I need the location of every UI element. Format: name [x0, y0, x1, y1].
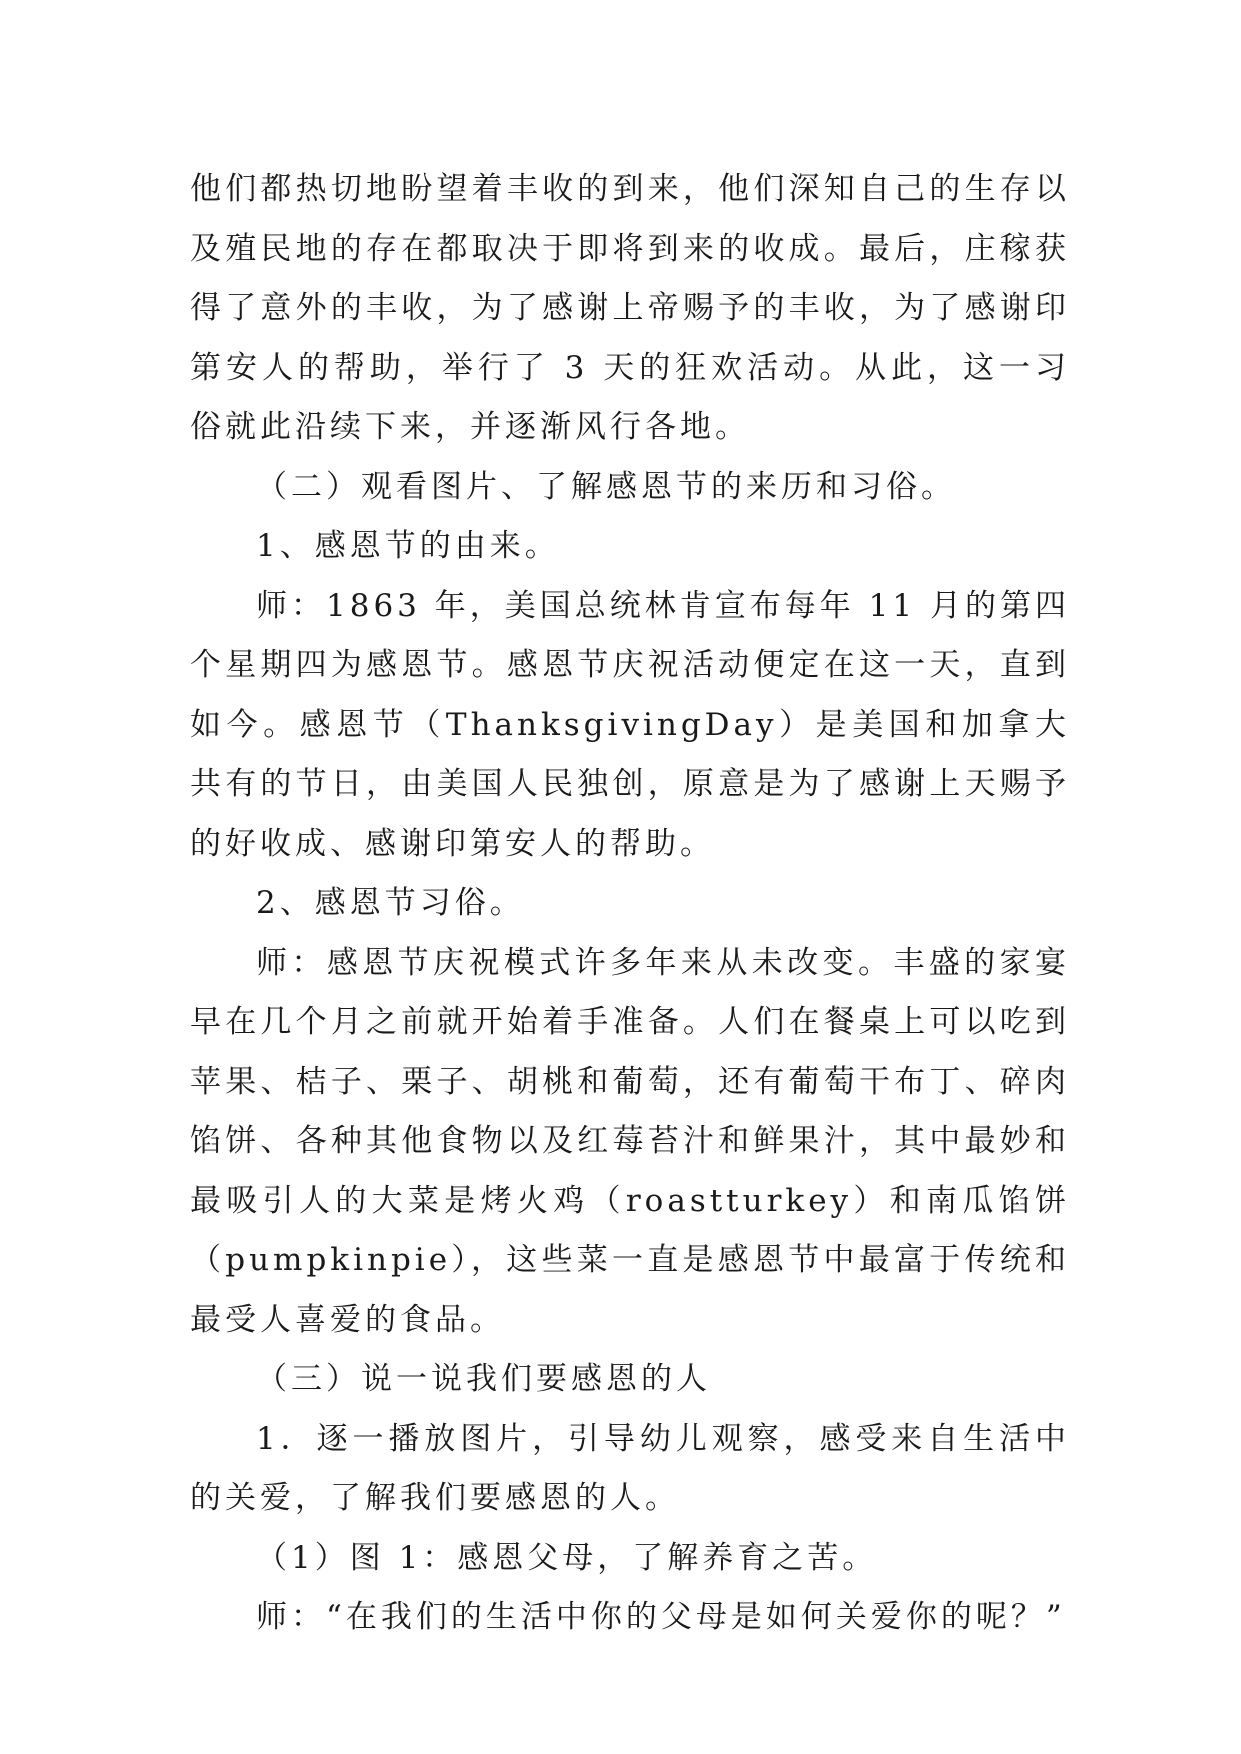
paragraph-figure-1: （1）图 1：感恩父母，了解养育之苦。	[256, 1539, 878, 1576]
section-heading-3: （三）说一说我们要感恩的人	[256, 1361, 711, 1397]
paragraph-continuation: 他们都热切地盼望着丰收的到来，他们深知自己的生存以及殖民地的存在都取决于即将到来的收成。最后，庄稼获得了意外的丰收，为了感谢上帝赐予的丰收，为了感谢印第安人的帮助，举行了 3 天的狂欢活动。从此，这一习俗就此沿续下来，并逐渐风行各地。	[190, 171, 1070, 445]
document-body	[190, 160, 1070, 1648]
section-heading-2: （二）观看图片、了解感恩节的来历和习俗。	[256, 468, 956, 505]
subheading-origin: 1、感恩节的由来。	[256, 528, 560, 564]
paragraph-step-1: 1．逐一播放图片，引导幼儿观察，感受来自生活中的关爱，了解我们要感恩的人。	[190, 1420, 1070, 1516]
paragraph-customs: 师：感恩节庆祝模式许多年来从未改变。丰盛的家宴早在几个月之前就开始着手准备。人们在餐桌上可以吃到苹果、桔子、栗子、胡桃和葡萄，还有葡萄干布丁、碎肉馅饼、各种其他食物以及红莓苔汁和鲜果汁，其中最妙和最吸引人的大菜是烤火鸡（roastturkey）和南瓜馅饼（pumpkinpie），这些菜一直是感恩节中最富于传统和最受人喜爱的食品。	[190, 944, 1070, 1338]
subheading-customs: 2、感恩节习俗。	[256, 885, 525, 921]
paragraph-origin: 师：1863 年，美国总统林肯宣布每年 11 月的第四个星期四为感恩节。感恩节庆祝活动便定在这一天，直到如今。感恩节（ThanksgivingDay）是美国和加拿大共有的节日，由美国人民独创，原意是为了感谢上天赐予的好收成、感谢印第安人的帮助。	[190, 587, 1070, 862]
paragraph-teacher-question: 师：“在我们的生活中你的父母是如何关爱你的呢？”	[256, 1599, 1066, 1635]
